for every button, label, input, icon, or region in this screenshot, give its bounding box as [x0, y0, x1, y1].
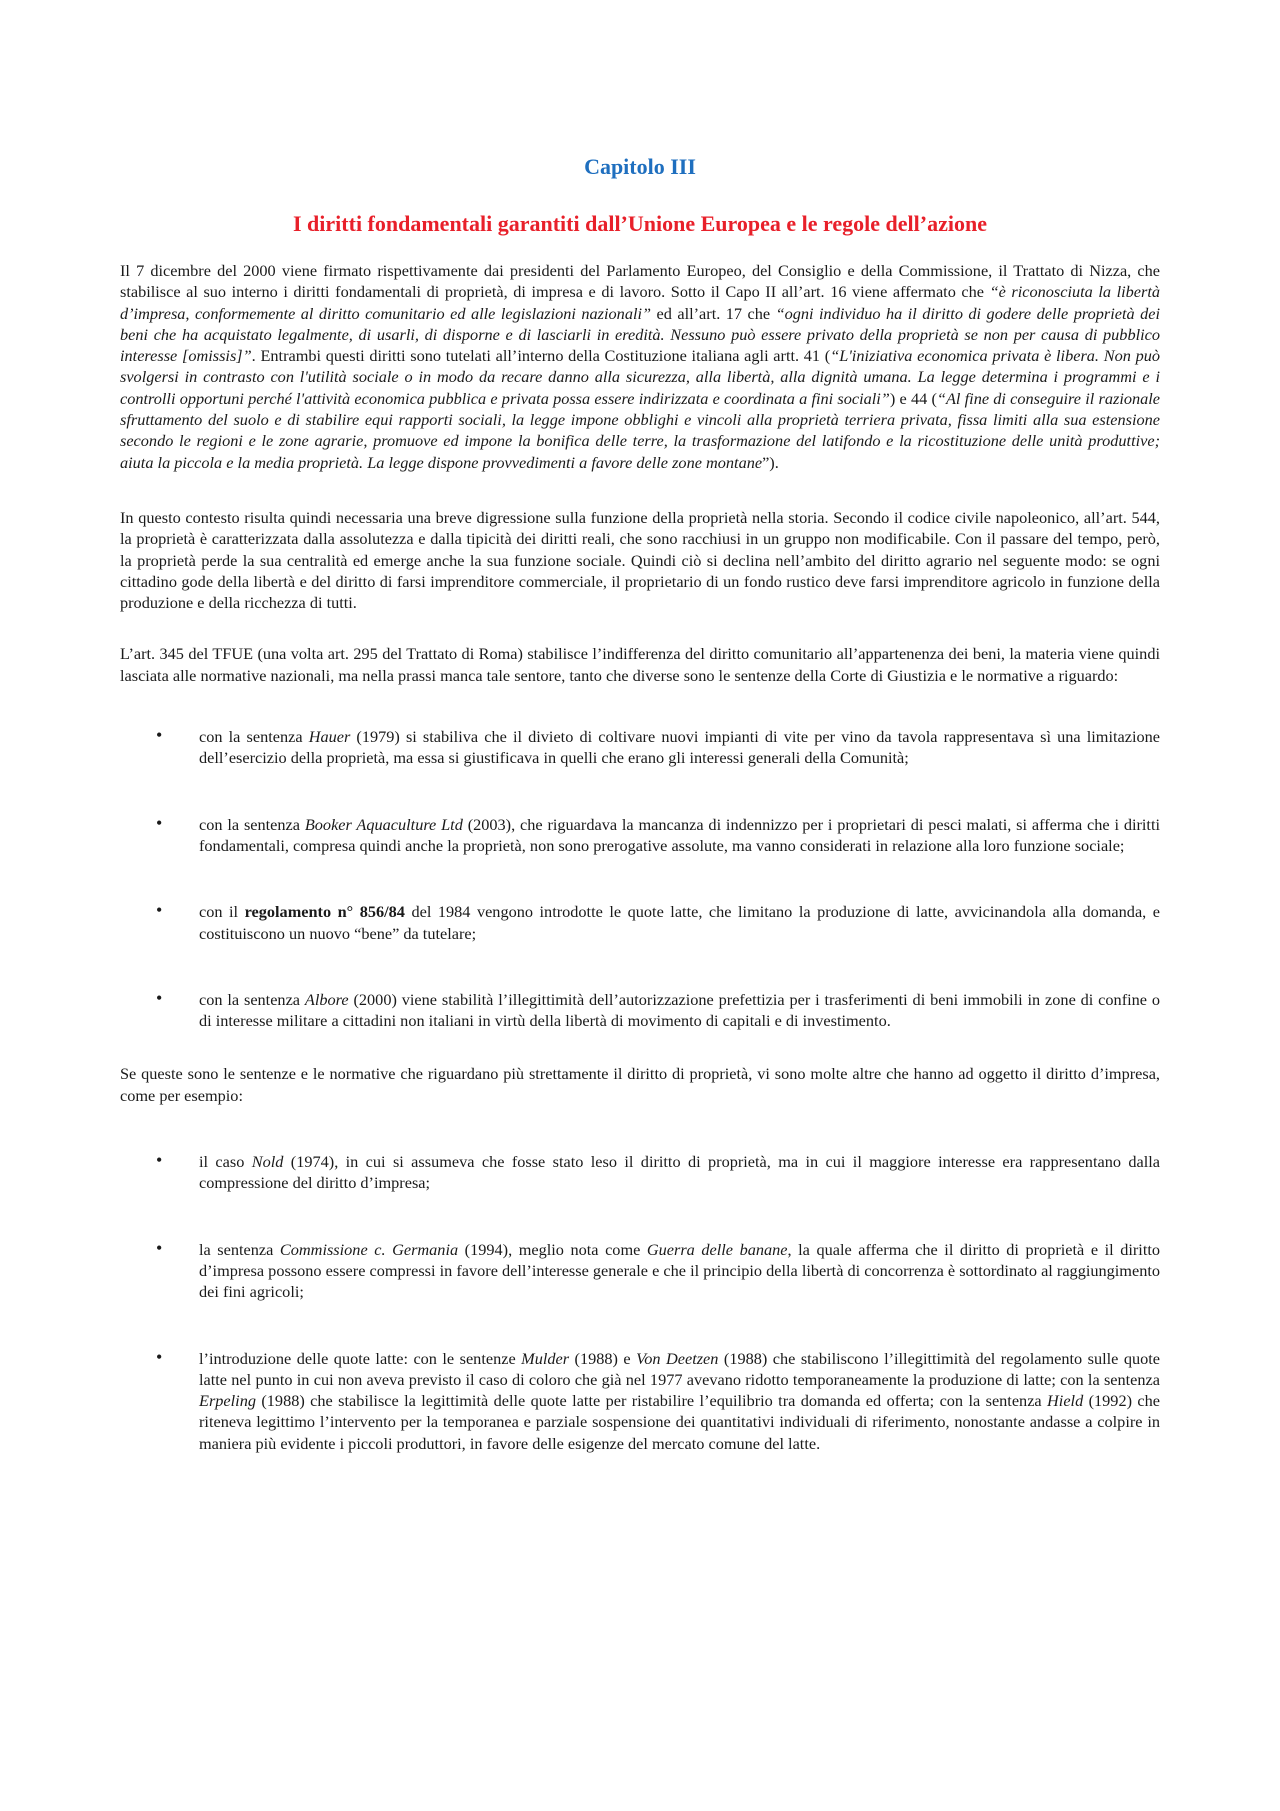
- paragraph-2: In questo contesto risulta quindi necessaria una breve digressione sulla funzione della proprietà nella storia. Secondo il codice civile napoleonico, all’art. 544, la proprietà è caratterizzata dalla assolutezza e dalla tipicità dei diritti reali, che sono racchiusi in un gruppo non modificabile. Con il passare del tempo, però, la proprietà perde la sua centralità ed emerge anche la sua funzione sociale. Quindi ciò si declina nell’ambito del diritto agrario nel seguente modo: se ogni cittadino gode della libertà e del diritto di farsi imprenditore commerciale, il proprietario di un fondo rustico deve farsi imprenditore agricolo in funzione della produzione e della ricchezza di tutti.: [120, 507, 1160, 613]
- text-run: l’introduzione delle quote latte: con le sentenze: [199, 1348, 522, 1368]
- chapter-heading: Capitolo III: [584, 154, 696, 179]
- bullet-icon: •: [156, 1237, 163, 1258]
- text-run: , la quale afferma che il diritto di proprietà e il diritto d’impresa possono essere compressi in favore dell’interesse generale e che il principio della libertà di concorrenza è sottordinato al raggiungimento dei fini agricoli;: [199, 1239, 1161, 1302]
- list-item: [120, 814, 1160, 857]
- chapter-title: I diritti fondamentali garantiti dall’Unione Europea e le regole dell’azione: [293, 211, 987, 236]
- quote-run: “ogni individuo ha il diritto di godere delle proprietà dei beni che ha acquistato legalmente, di usarli, di disporne e di lasciarli in eredità. Nessuno può essere privato della proprietà se non per causa di pubblico interesse [omissis]”: [120, 303, 1160, 366]
- text-run: con il: [199, 902, 245, 922]
- paragraph-4: Se queste sono le sentenze e le normative che riguardano più strettamente il diritto di proprietà, vi sono molte altre che hanno ad oggetto il diritto d’impresa, come per esempio:: [120, 1064, 1160, 1105]
- text-run: (1988) che stabiliscono l’illegittimità del regolamento sulle quote latte nel punto in cui non aveva previsto il caso di coloro che già nel 1977 avevano ridotto temporaneamente la produzione di latte; con la sentenza: [199, 1348, 1161, 1389]
- text-run: ed all’art. 17 che: [651, 303, 776, 323]
- text-run: con la sentenza: [199, 989, 305, 1009]
- list-item: [120, 989, 1160, 1032]
- case-name: Von Deetzen: [636, 1348, 719, 1368]
- text-run: del 1984 vengono introdotte le quote latte, che limitano la produzione di latte, avvicinandola alla domanda, e costituiscono un nuovo “bene” da tutelare;: [199, 902, 1160, 943]
- text-run: con la sentenza: [199, 814, 305, 834]
- text-run: (2000) viene stabilità l’illegittimità dell’autorizzazione prefettizia per i trasferimenti di beni immobili in zone di confine o di interesse militare a cittadini non italiani in virtù della libertà di movimento di capitali e di investimento.: [199, 989, 1161, 1031]
- case-name: Booker Aquaculture Ltd: [304, 814, 463, 834]
- text-run: ”).: [762, 452, 779, 472]
- case-name: Mulder: [521, 1348, 570, 1368]
- list-item: [120, 1151, 1160, 1194]
- text-run: la sentenza: [199, 1239, 280, 1259]
- case-name: Guerra delle banane: [646, 1239, 788, 1259]
- text-run: ) e 44 (: [889, 388, 937, 408]
- case-name: Hield: [1047, 1391, 1084, 1411]
- case-name: Hauer: [308, 727, 351, 747]
- list-item: [120, 726, 1160, 769]
- case-name: Nold: [251, 1152, 284, 1172]
- text-run: (2003), che riguardava la mancanza di indennizzo per i proprietari di pesci malati, si afferma che i diritti fondamentali, compresa quindi anche la proprietà, non sono prerogative assolute, ma vanno considerati in relazione alla loro funzione sociale;: [199, 814, 1161, 855]
- bullet-icon: •: [156, 812, 163, 833]
- regulation-name: regolamento n° 856/84: [244, 902, 405, 922]
- bullet-icon: •: [156, 1150, 163, 1171]
- text-run: . Entrambi questi diritti sono tutelati all’interno della Costituzione italiana agli artt. 41 (: [251, 346, 831, 366]
- bullet-icon: •: [156, 900, 163, 921]
- text-run: (1992) che riteneva legittimo l’intervento per la temporanea e parziale sospensione dei quantitativi individuali di riferimento, nonostante andasse a colpire in maniera più evidente i piccoli produttori, in favore delle esigenze del mercato comune del latte.: [199, 1391, 1160, 1453]
- case-name: Albore: [304, 989, 349, 1009]
- bullet-icon: •: [156, 725, 163, 746]
- document-page: [120, 150, 1160, 1454]
- paragraph-3: L’art. 345 del TFUE (una volta art. 295 del Trattato di Roma) stabilisce l’indifferenza del diritto comunitario all’appartenenza dei beni, la materia viene quindi lasciata alle normative nazionali, ma nella prassi manca tale sentore, tanto che diverse sono le sentenze della Corte di Giustizia e le normative a riguardo:: [120, 644, 1160, 685]
- quote-run: “è riconosciuta la libertà d’impresa, conformemente al diritto comunitario ed alle legislazioni nazionali”: [120, 282, 1161, 323]
- text-run: (1988) che stabilisce la legittimità delle quote latte per ristabilire l’equilibrio tra domanda ed offerta; con la sentenza: [255, 1391, 1048, 1411]
- text-run: (1994), meglio nota come: [458, 1239, 647, 1259]
- paragraph-1: [120, 260, 1160, 473]
- text-run: il caso: [199, 1152, 252, 1172]
- case-name: Commissione c. Germania: [279, 1239, 459, 1259]
- text-run: con la sentenza: [199, 727, 309, 747]
- bullet-icon: •: [156, 987, 163, 1008]
- list-item: [120, 901, 1160, 944]
- text-run: (1974), in cui si assumeva che fosse stato leso il diritto di proprietà, ma in cui il maggiore interesse era rappresentano dalla compressione del diritto d’impresa;: [199, 1152, 1160, 1193]
- text-run: (1979) si stabiliva che il divieto di coltivare nuovi impianti di vite per vino da tavola rappresentava sì una limitazione dell’esercizio della proprietà, ma essa si giustificava in quelli che erano gli interessi generali della Comunità;: [199, 727, 1160, 768]
- text-run: Il 7 dicembre del 2000 viene firmato rispettivamente dai presidenti del Parlamento Europeo, del Consiglio e della Commissione, il Trattato di Nizza, che stabilisce al suo interno i diritti fondamentali di proprietà, di impresa e di lavoro. Sotto il Capo II all’art. 16 viene affermato che: [120, 261, 1160, 302]
- enterprise-rulings-list: [120, 1151, 1160, 1454]
- property-rulings-list: [120, 726, 1160, 1031]
- text-run: (1988) e: [569, 1348, 637, 1368]
- case-name: Erpeling: [199, 1391, 256, 1411]
- quote-run: “Al fine di conseguire il razionale sfruttamento del suolo e di stabilire equi rapporti sociali, la legge impone obblighi e vincoli alla proprietà terriera privata, fissa limiti alla sua estensione secondo le regioni e le zone agrarie, promuove ed impone la bonifica delle terre, la trasformazione del latifondo e la ricostituzione delle unità produttive; aiuta la piccola e la media proprietà. La legge dispone provvedimenti a favore delle zone montane: [120, 388, 1161, 472]
- list-item: [120, 1348, 1160, 1454]
- quote-run: “L'iniziativa economica privata è libera. Non può svolgersi in contrasto con l'utilità sociale o in modo da recare danno alla sicurezza, alla libertà, alla dignità umana. La legge determina i programmi e i controlli opportuni perché l'attività economica pubblica e privata possa essere indirizzata e coordinata a fini sociali”: [120, 346, 1160, 408]
- bullet-icon: •: [156, 1346, 163, 1367]
- list-item: [120, 1239, 1160, 1303]
